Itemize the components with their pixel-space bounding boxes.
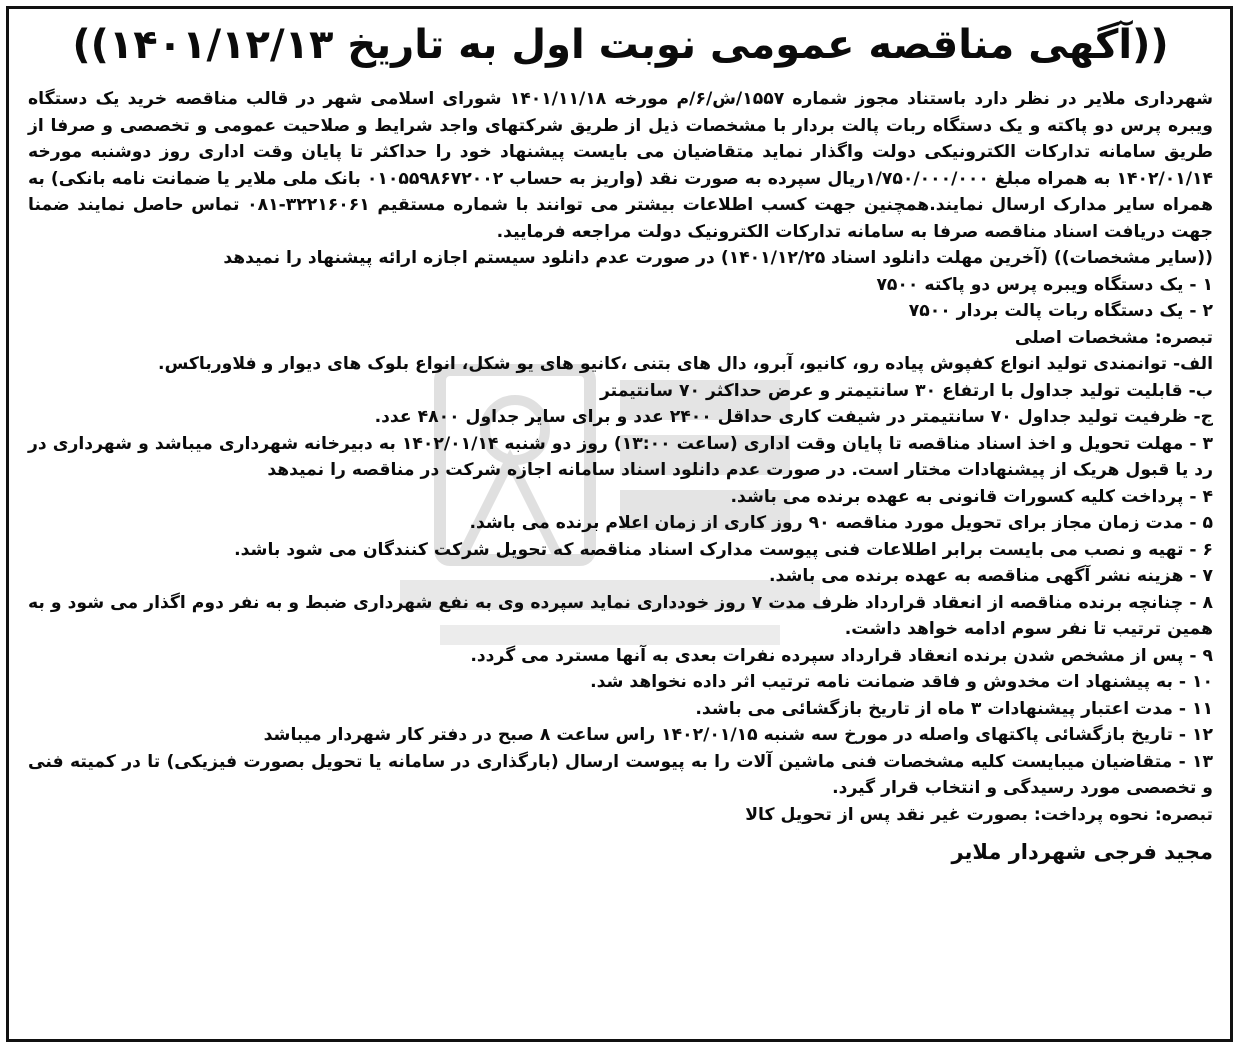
conditions-list: [28, 272, 1213, 829]
list-item: ۲ - یک دستگاه ربات پالت بردار ۷۵۰۰: [908, 301, 1213, 321]
list-item: ۱۱ - مدت اعتبار پیشنهادات ۳ ماه از تاریخ بازگشائی می باشد.: [695, 698, 1213, 719]
list-item: تبصره: مشخصات اصلی: [1014, 327, 1213, 348]
list-item: ج- ظرفیت تولید جداول ۷۰ سانتیمتر در شیفت کاری حداقل ۲۴۰۰ عدد و برای سایر جداول ۴۸۰۰ عدد.: [374, 407, 1213, 427]
list-item: ۷ - هزینه نشر آگهی مناقصه به عهده برنده می باشد.: [769, 566, 1213, 586]
list-item: ۱ - یک دستگاه ویبره پرس دو پاکته ۷۵۰۰: [876, 274, 1213, 295]
payment-note: تبصره: نحوه پرداخت: بصورت غیر نقد پس از تحویل کالا: [745, 804, 1213, 825]
list-item: ۱۲ - تاریخ بازگشائی پاکتهای واصله در مورخ سه شنبه ۱۴۰۲/۰۱/۱۵ راس ساعت ۸ صبح در دفتر کار شهردار میباشد: [263, 725, 1213, 745]
notice-title: ((آگهی مناقصه عمومی نوبت اول به تاریخ ۱۴۰۱/۱۲/۱۳)): [72, 22, 1169, 68]
list-item: ب- قابلیت تولید جداول با ارتفاع ۳۰ سانتیمتر و عرض حداکثر ۷۰ سانتیمتر: [599, 380, 1213, 401]
tender-notice: [28, 14, 1213, 864]
list-item: الف- توانمندی تولید انواع کفپوش پیاده رو، کانیو، آبرو، دال های بتنی ،کانیو های یو شکل، انواع بلوک های دیوار و فلاورباکس.: [158, 354, 1213, 374]
list-item: ۱۰ - به پیشنهاد ات مخدوش و فاقد ضمانت نامه ترتیب اثر داده نخواهد شد.: [590, 672, 1213, 692]
list-item: ۸ - چنانچه برنده مناقصه از انعقاد قرارداد ظرف مدت ۷ روز خودداری نماید سپرده وی به نفع شهرداری ضبط و به نفر دوم اگذار می شود و به همین ترتیب تا نفر سوم ادامه خواهد داشت.: [28, 592, 1213, 639]
list-item: ۳ - مهلت تحویل و اخذ اسناد مناقصه تا پایان وقت اداری (ساعت ۱۳:۰۰) روز دو شنبه ۱۴۰۲/۰۱/۱۴ به دبیرخانه شهرداری میباشد و شهرداری در رد یا قبول هریک از پیشنهادات مختار است. در صورت عدم دانلود اسناد سامانه اجازه شرکت در مناقصه را نمیدهد: [28, 433, 1214, 480]
signature: مجید فرجی شهردار ملایر: [951, 840, 1213, 864]
list-item: ۴ - پرداخت کلیه کسورات قانونی به عهده برنده می باشد.: [730, 486, 1213, 507]
other-specs-heading: ((سایر مشخصات)) (آخرین مهلت دانلود اسناد ۱۴۰۱/۱۲/۲۵) در صورت عدم دانلود سیستم اجازه ارائه پیشنهاد را نمیدهد: [223, 248, 1213, 268]
list-item: ۹ - پس از مشخص شدن برنده انعقاد قرارداد سپرده نفرات بعدی به آنها مسترد می گردد.: [470, 645, 1213, 666]
list-item: ۶ - تهیه و نصب می بایست برابر اطلاعات فنی پیوست مدارک اسناد مناقصه که تحویل شرکت کنندگان می شود باشد.: [234, 539, 1213, 560]
intro-paragraph: شهرداری ملایر در نظر دارد باستناد مجوز شماره ۱۵۵۷/ش/۶/م مورخه ۱۴۰۱/۱۱/۱۸ شورای اسلامی شهر در قالب مناقصه خرید یک دستگاه ویبره پرس دو پاکته و یک دستگاه ربات پالت بردار با مشخصات ذیل از طریق شرکتهای واجد شرایط و صلاحیت عمومی و تخصصی و صرفا از طریق سامانه تدارکات الکترونیکی دولت واگذار نماید متقاضیان می بایست پیشنهاد خود را حداکثر تا پایان وقت اداری روز دوشنبه مورخه ۱۴۰۲/۰۱/۱۴ به همراه مبلغ ۱/۷۵۰/۰۰۰/۰۰۰ریال سپرده به صورت نقد (واریز به حساب ۰۱۰۵۵۹۸۶۷۲۰۰۲ بانک ملی ملایر یا ضمانت نامه بانکی) به همراه سایر مدارک ارسال نمایند.همچنین جهت کسب اطلاعات بیشتر می توانند با شماره مستقیم ۳۲۲۱۶۰۶۱-۰۸۱ تماس حاصل نمایند ضمنا جهت دریافت اسناد مناقصه صرفا به سامانه تدارکات الکترونیک دولت مراجعه فرمایید.: [28, 89, 1214, 242]
list-item: ۱۳ - متقاضیان میبایست کلیه مشخصات فنی ماشین آلات را به پیوست ارسال (بارگذاری در سامانه یا تحویل بصورت فیزیکی) تا در کمیته فنی و تخصصی مورد رسیدگی و انتخاب قرار گیرد.: [28, 751, 1213, 798]
list-item: ۵ - مدت زمان مجاز برای تحویل مورد مناقصه ۹۰ روز کاری از زمان اعلام برنده می باشد.: [469, 513, 1213, 533]
